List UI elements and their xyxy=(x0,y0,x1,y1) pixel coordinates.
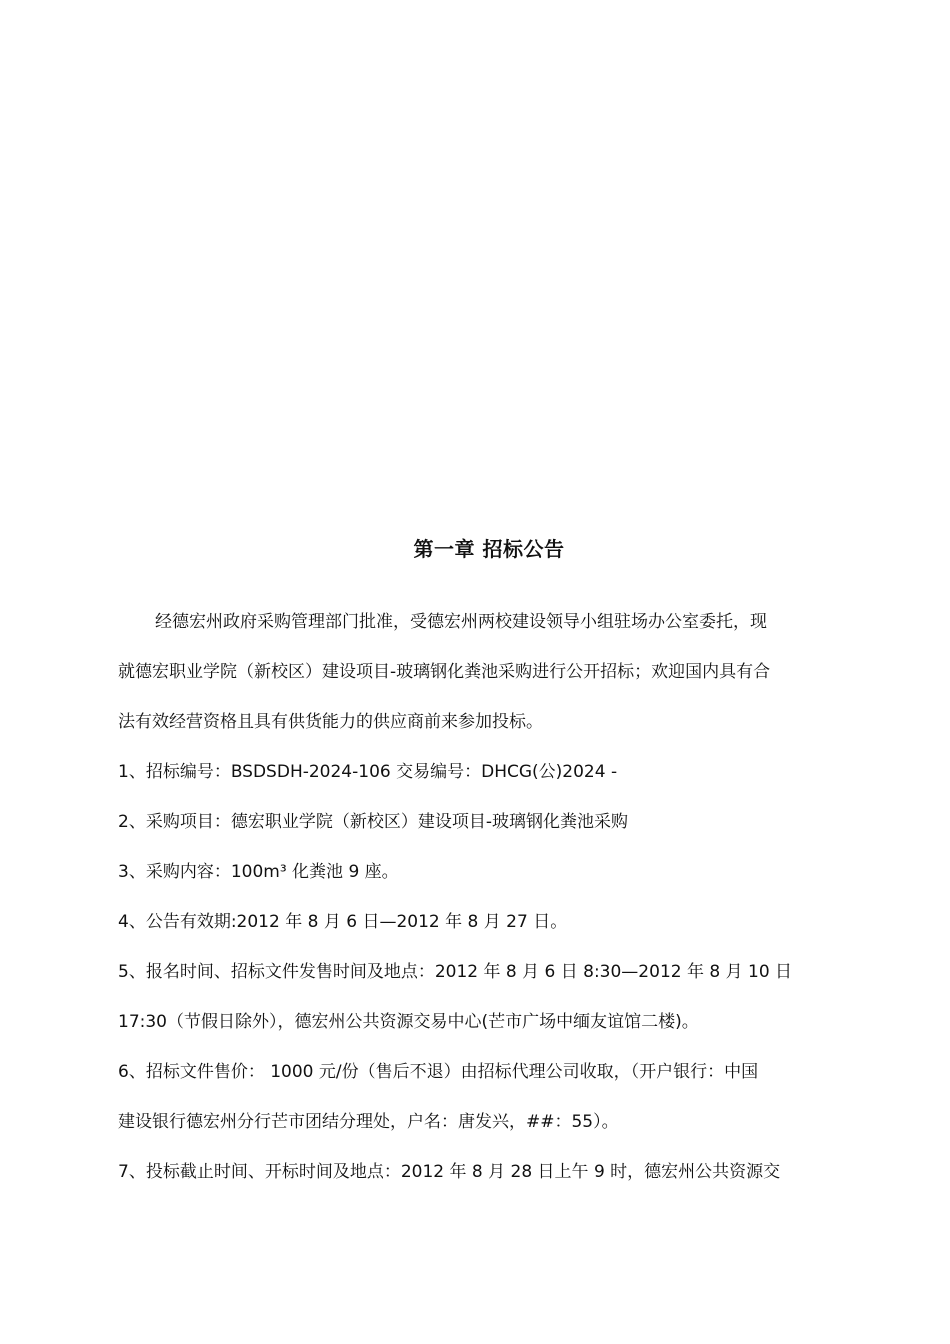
item-tender-number: 1、招标编号：BSDSDH-2024-106 交易编号：DHCG(公)2024 - xyxy=(118,762,618,782)
intro-line: 法有效经营资格且具有供货能力的供应商前来参加投标。 xyxy=(118,712,543,732)
intro-paragraph xyxy=(118,597,878,747)
item-content: 3、采购内容：100m³ 化粪池 9 座。 xyxy=(118,862,399,882)
item-registration-continued: 17:30（节假日除外），德宏州公共资源交易中心(芒市广场中缅友谊馆二楼)。 xyxy=(118,1012,699,1032)
item-deadline: 7、投标截止时间、开标时间及地点：2012 年 8 月 28 日上午 9 时，德宏州公共资源交 xyxy=(118,1162,781,1182)
item-registration: 5、报名时间、招标文件发售时间及地点：2012 年 8 月 6 日 8:30—2012 年 8 月 10 日 xyxy=(118,962,793,982)
item-validity: 4、公告有效期:2012 年 8 月 6 日—2012 年 8 月 27 日。 xyxy=(118,912,568,932)
chapter-title: 第一章 招标公告 xyxy=(413,537,565,561)
intro-line: 经德宏州政府采购管理部门批准，受德宏州两校建设领导小组驻场办公室委托，现 xyxy=(155,612,767,632)
item-project: 2、采购项目：德宏职业学院（新校区）建设项目-玻璃钢化粪池采购 xyxy=(118,812,628,832)
announcement-items xyxy=(118,747,878,1197)
item-price-continued: 建设银行德宏州分行芒市团结分理处，户名：唐发兴，##：55）。 xyxy=(118,1112,619,1132)
intro-line: 就德宏职业学院（新校区）建设项目-玻璃钢化粪池采购进行公开招标；欢迎国内具有合 xyxy=(118,662,771,682)
item-price: 6、招标文件售价： 1000 元/份（售后不退）由招标代理公司收取，（开户银行：中国 xyxy=(118,1062,759,1082)
